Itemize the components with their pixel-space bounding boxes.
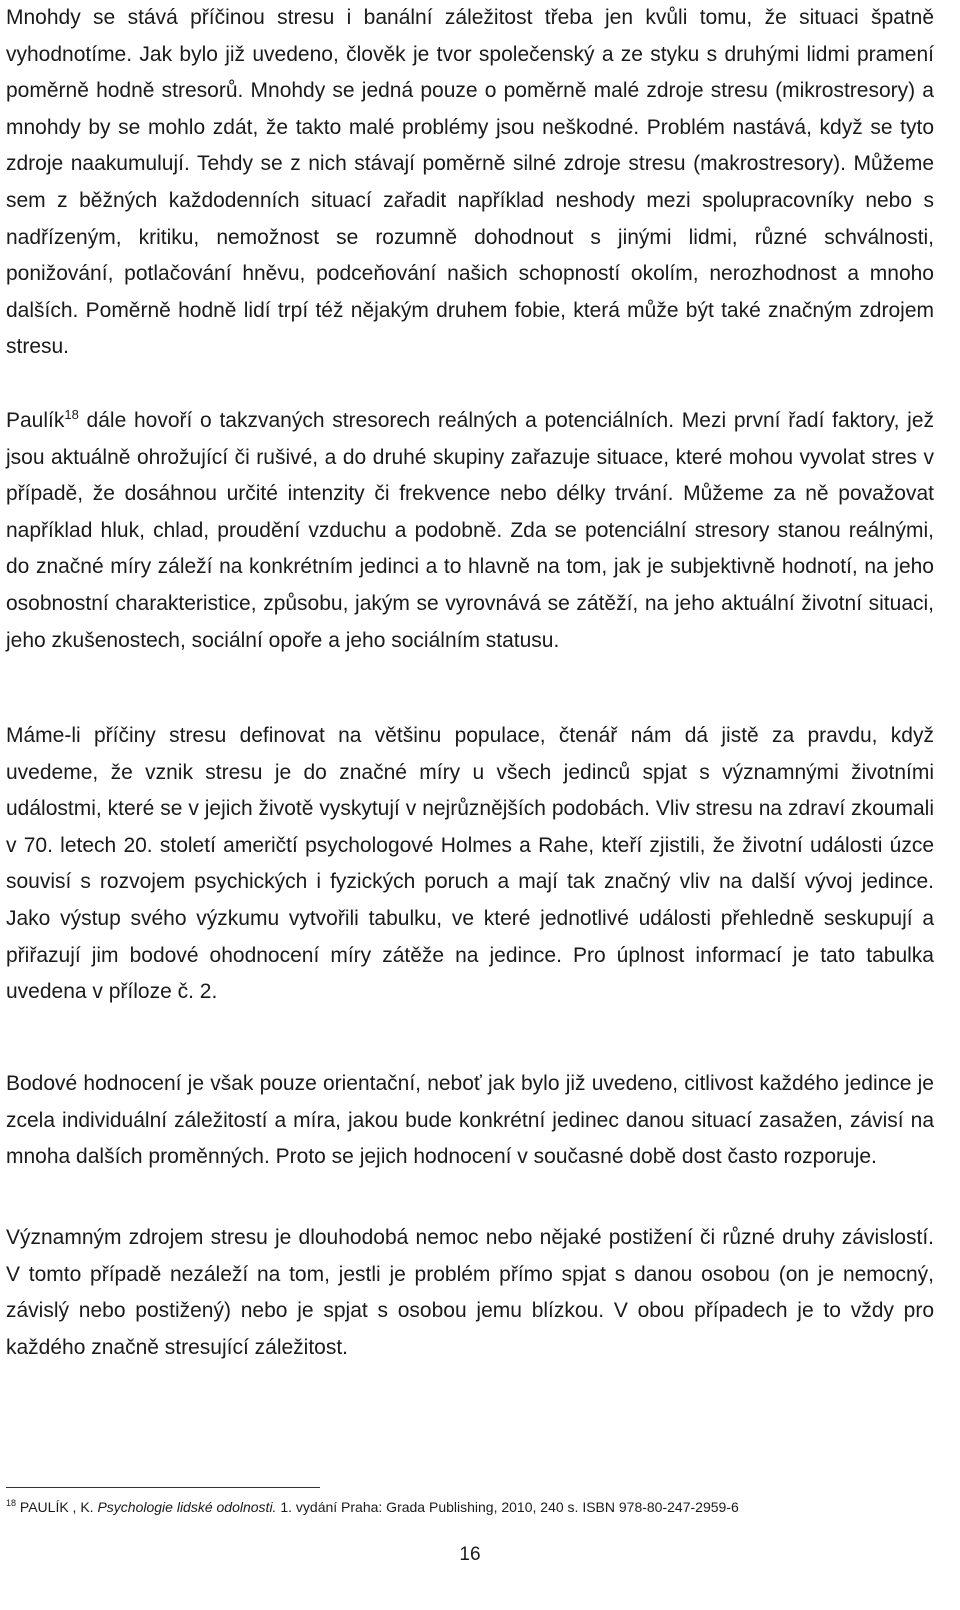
footnote-reference[interactable]: 18 (64, 407, 79, 422)
footnote-author: PAULÍK , K. (16, 1499, 98, 1515)
paragraph-4: Bodové hodnocení je však pouze orientační, neboť jak bylo již uvedeno, citlivost každého jedince je zcela individuální záležitostí a míra, jakou bude konkrétní jedinec danou situací zasažen, závisí na mnoha dalších proměnných. Proto se jejich hodnocení v současné době dost často rozporuje. (6, 1072, 934, 1169)
footnote (6, 1497, 934, 1517)
page-number: 16 (459, 1544, 481, 1565)
footnote-separator (6, 1487, 320, 1488)
paragraph-5: Významným zdrojem stresu je dlouhodobá nemoc nebo nějaké postižení či různé druhy závislostí. V tomto případě nezáleží na tom, jestli je problém přímo spjat s danou osobou (on je nemocný, závislý nebo postižený) nebo je spjat s osobou jemu blízkou. V obou případech je to vždy pro každého značně stresující záležitost. (6, 1226, 934, 1359)
paragraph-2-body: dále hovoří o takzvaných stresorech reálných a potenciálních. Mezi první řadí faktory, jež jsou aktuálně ohrožující či rušivé, a do druhé skupiny zařazuje situace, které mohou vyvolat stres v případě, že dosáhnou určité intenzity či frekvence nebo délky trvání. Můžeme za ně považovat například hluk, chlad, proudění vzduchu a podobně. Zda se potenciální stresory stanou reálnými, do značné míry záleží na konkrétním jedinci a to hlavně na tom, jak je subjektivně hodnotí, na jeho osobnostní charakteristice, způsobu, jakým se vyrovnává se zátěží, na jeho aktuální životní situaci, jeho zkušenostech, sociální opoře a jeho sociálním statusu. (6, 409, 934, 652)
paragraph-2 (6, 403, 934, 659)
paragraph-1: Mnohdy se stává příčinou stresu i banální záležitost třeba jen kvůli tomu, že situaci špatně vyhodnotíme. Jak bylo již uvedeno, člověk je tvor společenský a ze styku s druhými lidmi pramení poměrně hodně stresorů. Mnohdy se jedná pouze o poměrně malé zdroje stresu (mikrostresory) a mnohdy by se mohlo zdát, že takto malé problémy jsou neškodné. Problém nastává, když se tyto zdroje naakumulují. Tehdy se z nich stávají poměrně silné zdroje stresu (makrostresory). Můžeme sem z běžných každodenních situací zařadit například neshody mezi spolupracovníky nebo s nadřízeným, kritiku, nemožnost se rozumně dohodnout s jinými lidmi, různé schválnosti, ponižování, potlačování hněvu, podceňování našich schopností okolím, nerozhodnost a mnoho dalších. Poměrně hodně lidí trpí též nějakým druhem fobie, která může být také značným zdrojem stresu. (6, 6, 934, 359)
footnote-number: 18 (6, 1498, 17, 1508)
footnote-title: Psychologie lidské odolnosti. (97, 1499, 277, 1515)
footnote-citation: 1. vydání Praha: Grada Publishing, 2010, 240 s. ISBN 978-80-247-2959-6 (276, 1499, 739, 1515)
paragraph-3: Máme-li příčiny stresu definovat na většinu populace, čtenář nám dá jistě za pravdu, když uvedeme, že vznik stresu je do značné míry u všech jedinců spjat s významnými životními událostmi, které se v jejich životě vyskytují v nejrůznějších podobách. Vliv stresu na zdraví zkoumali v 70. letech 20. století američtí psychologové Holmes a Rahe, kteří zjistili, že životní události úzce souvisí s rozvojem psychických i fyzických poruch a mají tak značný vliv na další vývoj jedince. Jako výstup svého výzkumu vytvořili tabulku, ve které jednotlivé události přehledně seskupují a přiřazují jim bodové ohodnocení míry zátěže na jedince. Pro úplnost informací je tato tabulka uvedena v příloze č. 2. (6, 724, 934, 1004)
paragraph-2-lead: Paulík (6, 409, 65, 432)
